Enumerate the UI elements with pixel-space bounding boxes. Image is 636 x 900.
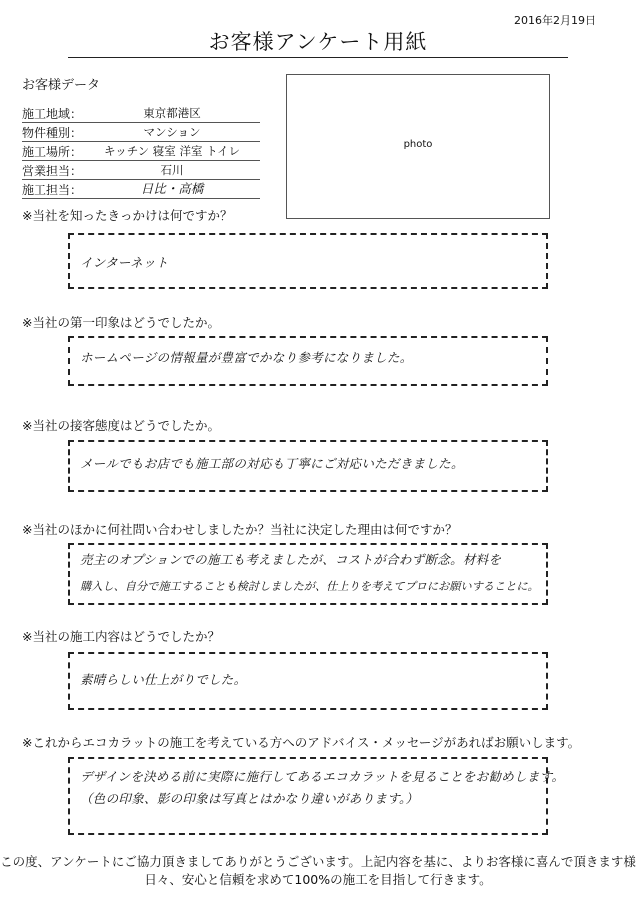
answer-line: 素晴らしい仕上がりでした。 bbox=[80, 672, 247, 687]
answer-box-4 bbox=[68, 543, 548, 605]
question-2: ※当社の第一印象はどうでしたか。 bbox=[22, 315, 220, 330]
answer-line: 購入し、自分で施工することも検討しましたが、仕上りを考えてプロにお願いすることに。 bbox=[80, 580, 539, 593]
row-label: 施工地域： bbox=[22, 107, 83, 121]
row-value: 東京都港区 bbox=[143, 106, 201, 120]
footer-line-1: この度、アンケートにご協力頂きましてありがとうございます。上記内容を基に、よりお客様に喜んで頂きます様 bbox=[0, 854, 636, 869]
photo-placeholder bbox=[286, 74, 550, 219]
answer-line: ホームページの情報量が豊富でかなり参考になりました。 bbox=[80, 350, 413, 365]
footer-line-2: 日々、安心と信頼を求めて100%の施工を目指して行きます。 bbox=[144, 872, 492, 887]
customer-data-heading: お客様データ bbox=[22, 78, 101, 93]
question-3: ※当社の接客態度はどうでしたか。 bbox=[22, 418, 220, 433]
answer-box-6 bbox=[68, 757, 565, 835]
page-title: お客様アンケート用紙 bbox=[208, 30, 428, 54]
row-label: 物件種別： bbox=[22, 126, 83, 140]
answer-line: インターネット bbox=[80, 255, 169, 270]
row-label: 営業担当： bbox=[22, 164, 83, 178]
customer-row-sales-rep bbox=[22, 160, 260, 180]
answer-box-2 bbox=[68, 336, 548, 386]
answer-line: メールでもお店でも施工部の対応も丁寧にご対応いただきました。 bbox=[80, 456, 464, 471]
row-value: 石川 bbox=[160, 163, 184, 177]
row-value: マンション bbox=[143, 125, 201, 139]
customer-row-property-type bbox=[22, 122, 260, 142]
row-value-handwritten: 日比・高橋 bbox=[140, 181, 204, 196]
answer-box-1 bbox=[68, 233, 548, 289]
answer-box-3 bbox=[68, 440, 548, 492]
row-label: 施工担当： bbox=[22, 183, 83, 197]
question-1: ※当社を知ったきっかけは何ですか？ bbox=[22, 208, 233, 223]
question-6: ※これからエコカラットの施工を考えている方へのアドバイス・メッセージがあればお願いします。 bbox=[22, 735, 581, 750]
photo-label: photo bbox=[403, 139, 433, 150]
answer-line: 売主のオプションでの施工も考えましたが、コストが合わず断念。材料を bbox=[80, 552, 502, 567]
customer-row-installer bbox=[22, 179, 260, 199]
row-value: キッチン 寝室 洋室 トイレ bbox=[103, 144, 241, 158]
customer-row-location bbox=[22, 141, 260, 161]
answer-line: （色の印象、影の印象は写真とはかなり違いがあります。） bbox=[80, 791, 419, 806]
title-underline bbox=[68, 57, 568, 58]
answer-box-5 bbox=[68, 652, 548, 710]
question-4: ※当社のほかに何社問い合わせしましたか？当社に決定した理由は何ですか？ bbox=[22, 522, 458, 537]
answer-line: デザインを決める前に実際に施行してあるエコカラットを見ることをお勧めします。 bbox=[80, 769, 565, 784]
row-label: 施工場所： bbox=[22, 145, 83, 159]
question-5: ※当社の施工内容はどうでしたか？ bbox=[22, 629, 220, 644]
survey-date: 2016年2月19日 bbox=[514, 14, 596, 27]
customer-row-area bbox=[22, 103, 260, 123]
